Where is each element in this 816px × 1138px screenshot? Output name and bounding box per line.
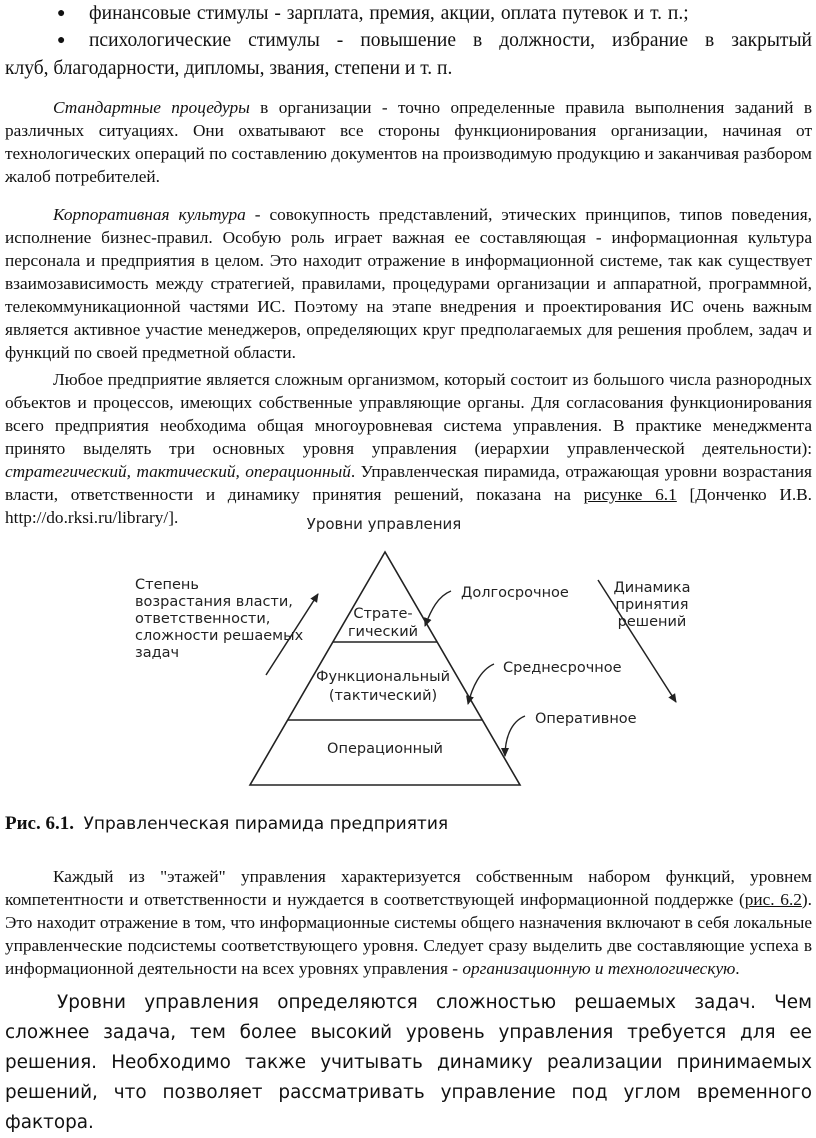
bullet-item-continuation: клуб, благодарности, дипломы, звания, степени и т. п. [5, 58, 453, 79]
paragraph-standard-procedures [5, 96, 812, 188]
level-operational: Операционный [327, 741, 443, 757]
right-label-line2: принятия [615, 597, 689, 613]
term-standard-procedures: Стандартные процедуры [53, 98, 250, 117]
paragraph-levels-functions [5, 865, 812, 980]
paragraph-text: ). Это находит отражение в том, что информационные системы общего назначения включают в себя локальные управленческие подсистемы соответствующего уровня. Следует сразу выделить две составляющие успеха в информационной деятельности на всех уровнях управления - [5, 890, 812, 978]
bullet-marker: ● [57, 6, 66, 21]
management-levels: стратегический, тактический, операционный [5, 462, 351, 481]
level-tactical-line1: Функциональный [316, 669, 450, 685]
paragraph-text: - совокупность представлений, этических принципов, типов поведения, исполнение бизнес-правил. Особую роль играет важная ее составляющая - информационная культура персонала и предприятия в целом. Это находит отражение в информационной системе, так как существует взаимозависимость между стратегией, правилами, процедурами организации и аппаратной, программной, телекоммуникационной частями ИС. Поэтому на этапе внедрения и проектирования ИС очень важным является активное участие менеджеров, определяющих круг предполагаемых для решения проблем, задач и функций по своей предметной области. [5, 205, 812, 362]
figure-title: Уровни управления [306, 515, 462, 533]
left-label-line1: Степень [135, 577, 199, 593]
term-corporate-culture: Корпоративная культура [53, 205, 246, 224]
right-label-line3: решений [617, 614, 687, 630]
paragraph-text: в организации - точно определенные правила выполнения заданий в различных ситуациях. Они охватывают все стороны функционирования организации, начиная от технологических операций по составлению документов на производимую продукцию и заканчивая разбором жалоб потребителей. [5, 98, 812, 186]
term-mid: Среднесрочное [503, 660, 622, 676]
paragraph-text: [Донченко И.В. http://do.rksi.ru/library/]. [5, 485, 813, 527]
figure-link-6-1[interactable]: рисунке 6.1 [583, 485, 677, 504]
level-strategic-line1: Страте- [353, 606, 413, 622]
left-label-line3: ответственности, [135, 611, 271, 627]
figure-caption-text: Управленческая пирамида предприятия [83, 814, 449, 834]
bullet-marker: ● [57, 33, 66, 48]
level-strategic-line2: гический [347, 624, 419, 640]
paragraph-text: Любое предприятие является сложным организмом, который состоит из большого числа разнородных объектов и процессов, имеющих собственные управляющие органы. Для согласования функционирования всего предприятия необходима общая многоуровневая система управления. В практике менеджмента принято выделять три основных уровня управления (иерархии управленческой деятельности): [5, 370, 812, 458]
figure-number: Рис. 6.1. [5, 813, 74, 834]
term-short: Оперативное [535, 711, 637, 727]
pointer-mid [468, 664, 494, 704]
bullet-item: психологические стимулы - повышение в должности, избрание в закрытый [89, 30, 812, 51]
success-components: организационную и технологическую [462, 959, 736, 978]
paragraph-enterprise-levels [5, 368, 812, 529]
right-label-line1: Динамика [613, 580, 691, 596]
level-tactical-line2: (тактический) [328, 688, 438, 704]
figure-caption [5, 813, 448, 835]
bullet-item: финансовые стимулы - зарплата, премия, акции, оплата путевок и т. п.; [89, 3, 689, 24]
paragraph-text: . [735, 959, 740, 978]
figure-link-6-2[interactable]: рис. 6.2 [744, 890, 802, 909]
paragraph-text: . Управленческая пирамида, отражающая уровни возрастания власти, ответственности и динамику принятия решений, показана на [5, 462, 812, 504]
paragraph-corporate-culture [5, 203, 812, 364]
term-long: Долгосрочное [461, 585, 569, 601]
management-pyramid-figure [0, 510, 816, 800]
left-label-line2: возрастания власти, [135, 594, 293, 610]
pointer-short [505, 716, 525, 756]
left-label-line4: сложности решаемых [135, 628, 304, 644]
paragraph-complexity: Уровни управления определяются сложностью решаемых задач. Чем сложнее задача, тем более высокий уровень управления требуется для ее решения. Необходимо также учитывать динамику реализации принимаемых решений, что позволяет рассматривать управление под углом временного фактора. [5, 992, 812, 1133]
paragraph-text: Каждый из "этажей" управления характеризуется собственным набором функций, уровнем компетентности и ответственности и нуждается в соответствующей информационной поддержке ( [5, 867, 812, 909]
pointer-long [425, 591, 451, 626]
left-label-line5: задач [135, 645, 180, 661]
